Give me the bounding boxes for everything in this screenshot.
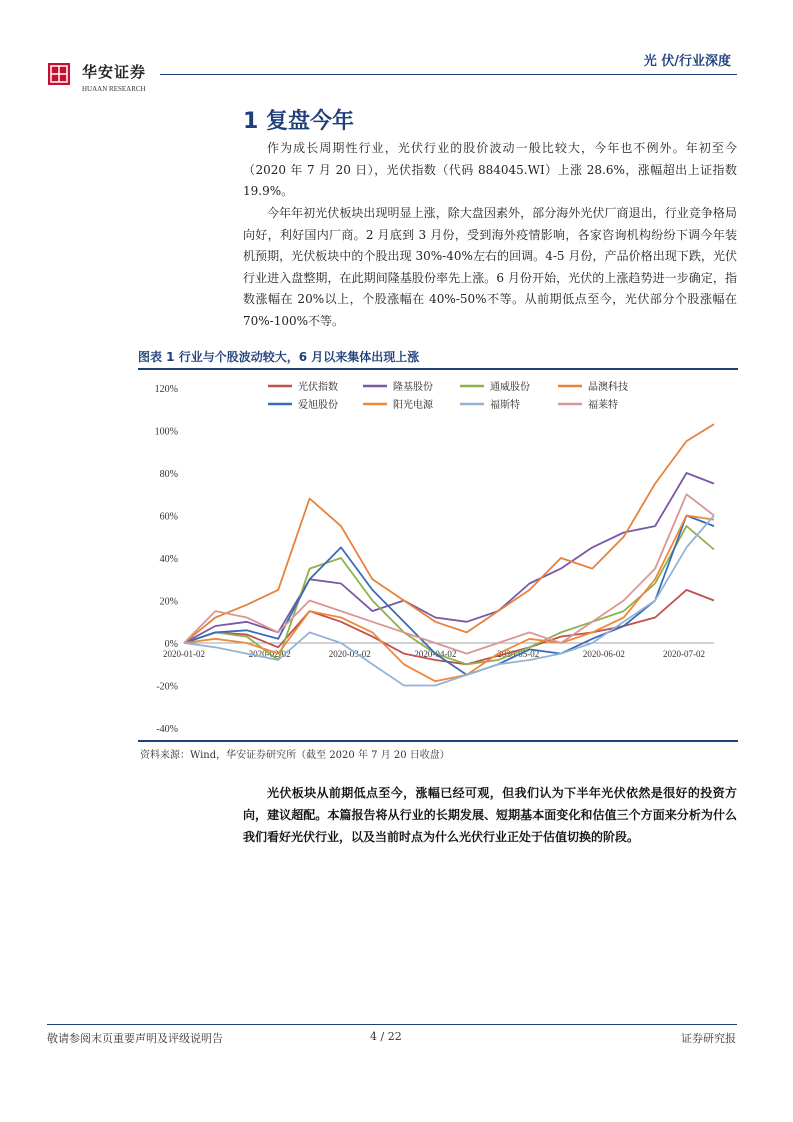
legend-label: 光伏指数 (298, 382, 338, 393)
x-tick-label: 2020-05-02 (497, 649, 540, 659)
header-divider (160, 74, 737, 75)
legend-label: 爱旭股份 (298, 400, 338, 411)
y-tick-label: -20% (156, 681, 178, 693)
footer-disclaimer: 敬请参阅末页重要声明及评级说明告 (47, 1032, 223, 1045)
legend-label: 通威股份 (490, 382, 530, 393)
logo-text-cn: 华安证券 (82, 63, 147, 81)
line-chart (138, 372, 738, 738)
y-tick-label: 0% (164, 639, 178, 650)
footer-divider (47, 1024, 737, 1025)
conclusion-paragraph: 光伏板块从前期低点至今，涨幅已经可观，但我们认为下半年光伏依然是很好的投资方向，建议超配。本篇报告将从行业的长期发展、短期基本面变化和估值三个方面来分析为什么我们看好光伏行业，以及当前时点为什么光伏行业正处于估值切换的阶段。 (243, 786, 737, 844)
figure-title: 图表 1 行业与个股波动较大，6 月以来集体出现上涨 (138, 350, 420, 364)
y-tick-label: 20% (159, 596, 178, 608)
y-tick-label: 80% (159, 469, 178, 480)
figure-source: 资料来源：Wind，华安证券研究所（截至 2020 年 7 月 20 日收盘） (140, 750, 450, 761)
figure-top-rule (138, 368, 738, 370)
section-title: 1 复盘今年 (243, 109, 354, 134)
y-tick-label: 100% (154, 426, 178, 438)
y-tick-label: 40% (159, 554, 178, 565)
legend-label: 福莱特 (588, 400, 618, 411)
report-type: 光 伏/行业深度 (643, 54, 731, 69)
legend-label: 阳光电源 (393, 400, 433, 411)
y-tick-label: -40% (156, 724, 178, 735)
legend-label: 隆基股份 (393, 382, 433, 393)
logo-text-en: HUAAN RESEARCH (82, 85, 146, 93)
figure-bottom-rule (138, 740, 738, 742)
series-line-晶澳科技 (184, 424, 714, 643)
page-number: 4 / 22 (370, 1030, 402, 1043)
paragraph-2: 今年年初光伏板块出现明显上涨，除大盘因素外，部分海外光伏厂商退出，行业竞争格局向好，利好国内厂商。2 月底到 3 月份，受到海外疫情影响，各家咨询机构纷纷下调今年装机预期，光伏板块中的个股出现 30%-40%左右的回调。4-5 月份，产品价格出现下跌，光伏行业进入盘整期，在此期间隆基股份率先上涨。6 月份开始，光伏的上涨趋势进一步确定，指数涨幅在 20%以上，个股涨幅在 40%-50%不等。从前期低点至今，光伏部分个股涨幅在 70%-100%不等。 (243, 206, 737, 328)
footer-right: 证券研究报 (681, 1032, 736, 1045)
x-tick-label: 2020-03-02 (328, 649, 371, 659)
legend-label: 福斯特 (490, 400, 520, 411)
x-tick-label: 2020-01-02 (163, 649, 205, 659)
x-tick-label: 2020-06-02 (582, 649, 625, 659)
huaan-logo-icon (47, 62, 71, 86)
y-tick-label: 120% (154, 384, 178, 395)
legend-label: 晶澳科技 (588, 382, 628, 393)
y-tick-label: 60% (159, 511, 178, 523)
series-line-通威股份 (184, 526, 714, 664)
x-tick-label: 2020-04-02 (414, 649, 457, 659)
x-tick-label: 2020-07-02 (663, 649, 705, 659)
paragraph-1: 作为成长周期性行业，光伏行业的股价波动一般比较大，今年也不例外。年初至今（2020 年 7 月 20 日），光伏指数（代码 884045.WI）上涨 28.6%，涨幅超出上证指数 19.9%。 (243, 141, 737, 199)
x-tick-label: 2020-02-02 (248, 649, 291, 659)
